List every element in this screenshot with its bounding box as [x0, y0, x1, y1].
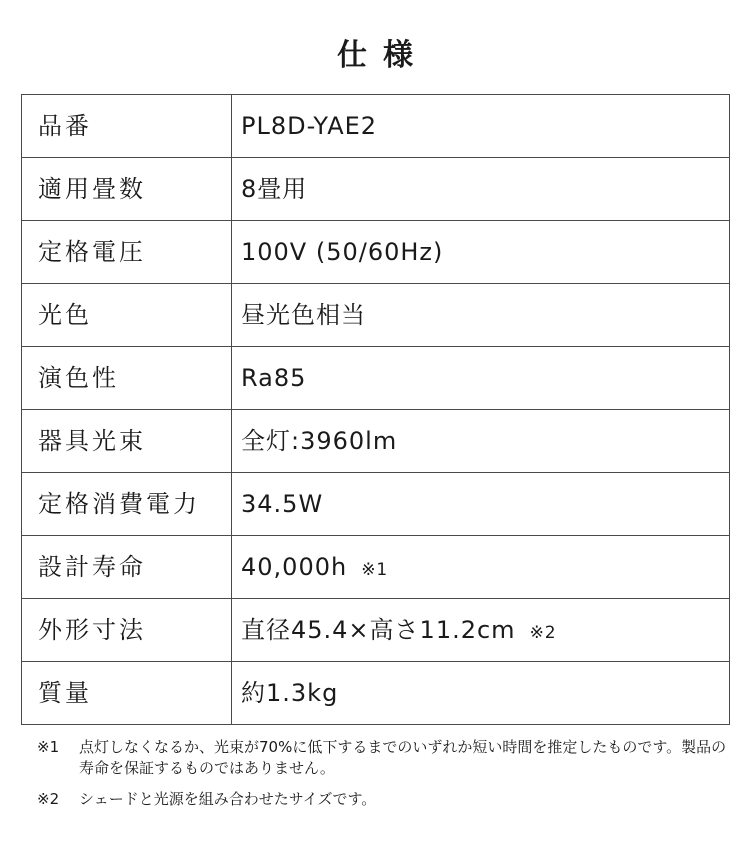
table-row	[22, 473, 730, 536]
value-text: 40,000h	[241, 552, 348, 581]
row-label-room-size: 適用畳数	[22, 158, 232, 221]
row-value-model-number	[232, 95, 730, 158]
row-label-dimensions: 外形寸法	[22, 599, 232, 662]
row-value-design-life	[232, 536, 730, 599]
footnote-mark: ※1	[37, 738, 60, 756]
page-title: 仕様	[337, 38, 429, 73]
value-text: 8畳用	[241, 174, 308, 203]
row-label-luminous-flux: 器具光束	[22, 410, 232, 473]
table-row	[22, 284, 730, 347]
footnote-2	[37, 789, 737, 810]
row-value-light-color	[232, 284, 730, 347]
value-text: 直径45.4×高さ11.2cm	[241, 615, 516, 644]
row-value-dimensions	[232, 599, 730, 662]
row-value-room-size	[232, 158, 730, 221]
value-text: 約1.3kg	[241, 678, 339, 707]
spec-table	[21, 94, 730, 725]
table-row	[22, 599, 730, 662]
footnotes	[37, 737, 737, 820]
footnote-1	[37, 737, 737, 779]
footnote-mark: ※2	[37, 790, 60, 808]
row-label-design-life: 設計寿命	[22, 536, 232, 599]
row-value-rated-voltage	[232, 221, 730, 284]
row-label-power-consumption: 定格消費電力	[22, 473, 232, 536]
row-label-color-rendering: 演色性	[22, 347, 232, 410]
table-row	[22, 95, 730, 158]
value-text: 100V (50/60Hz)	[241, 237, 444, 266]
table-row	[22, 410, 730, 473]
value-text: PL8D-YAE2	[241, 111, 378, 140]
footnote-text: シェードと光源を組み合わせたサイズです。	[79, 790, 377, 808]
footnote-mark: ※1	[361, 559, 389, 580]
row-value-luminous-flux	[232, 410, 730, 473]
row-label-weight: 質量	[22, 662, 232, 725]
table-row	[22, 347, 730, 410]
table-row	[22, 221, 730, 284]
table-row	[22, 662, 730, 725]
row-label-light-color: 光色	[22, 284, 232, 347]
row-value-weight	[232, 662, 730, 725]
row-value-power-consumption	[232, 473, 730, 536]
value-text: 全灯:3960lm	[241, 426, 398, 455]
table-row	[22, 158, 730, 221]
footnote-text: 点灯しなくなるか、光束が70%に低下するまでのいずれか短い時間を推定したものです。製品の寿命を保証するものではありません。	[79, 738, 727, 777]
value-text: 昼光色相当	[241, 300, 366, 329]
table-row	[22, 536, 730, 599]
value-text: 34.5W	[241, 489, 324, 518]
row-value-color-rendering	[232, 347, 730, 410]
row-label-model-number: 品番	[22, 95, 232, 158]
footnote-mark: ※2	[529, 622, 557, 643]
row-label-rated-voltage: 定格電圧	[22, 221, 232, 284]
value-text: Ra85	[241, 363, 307, 392]
